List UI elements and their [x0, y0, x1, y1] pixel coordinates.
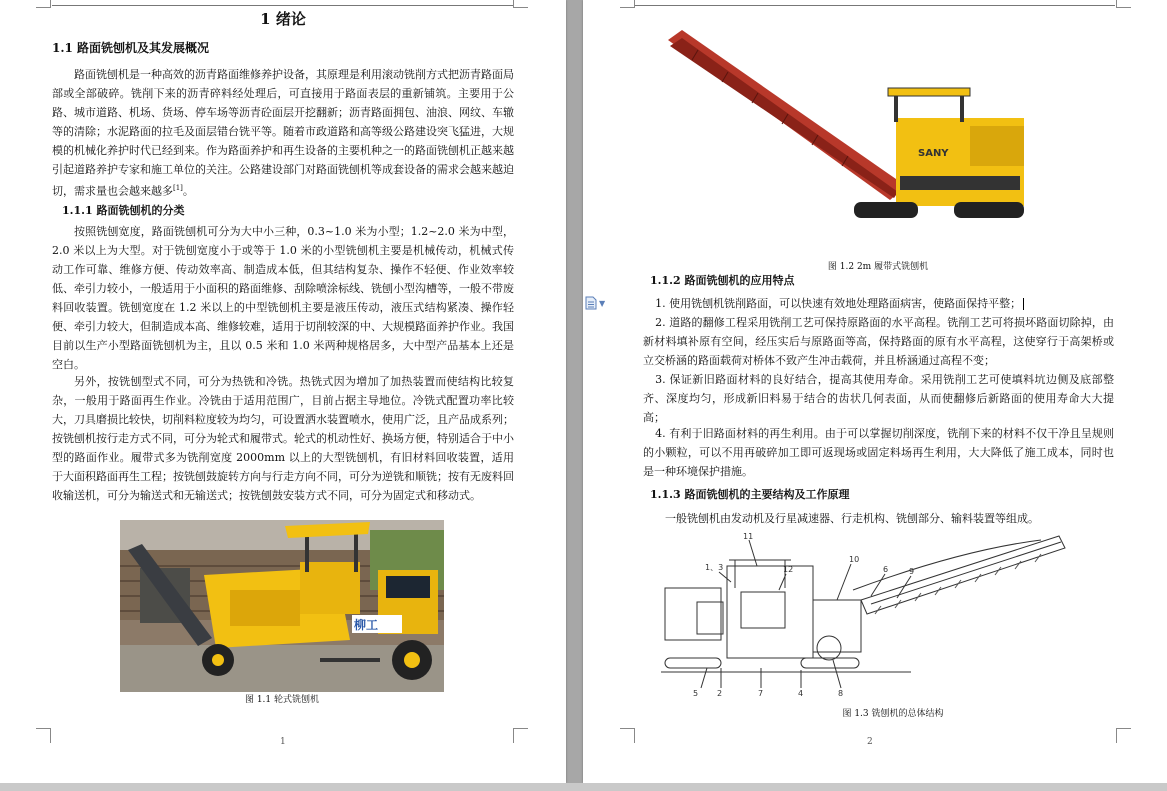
- paragraph-structure: 一般铣刨机由发动机及行星减速器、行走机构、铣刨部分、输料装置等组成。: [665, 512, 1039, 525]
- crop-mark: [620, 0, 635, 8]
- diagram-label: 8: [838, 689, 844, 698]
- diagram-label: 12: [783, 565, 794, 574]
- brand-logo-sany: SANY: [918, 148, 949, 159]
- crawler-milling-machine-photo: [668, 26, 1038, 254]
- list-item-4: 4. 有利于旧路面材料的再生利用。由于可以掌握切削深度，铣削下来的材料不仅干净且呈规则的小颗粒，可以不用再破碎加工即可返现场或固定料场再生利用，大大降低了施工成本，同时也是一种环境保护措施。: [643, 427, 1114, 478]
- figure-wheeled-milling-machine: [120, 520, 444, 692]
- page-number: 1: [280, 737, 286, 747]
- diagram-label: 11: [743, 532, 754, 541]
- paragraph-classification: 按照铣刨宽度，路面铣刨机可分为大中小三种，0.3~1.0 米为小型；1.2~2.0 米为中型，2.0 米以上为大型。对于铣刨宽度小于或等于 1.0 米的小型铣刨机主要是机械传动，机械式传动工作可靠、维修方便、传动效率高、制造成本低，但其结构复杂、操作不轻便、作业效率较低、牵引力较小，一般适用于小面积的路面维修、刮除喷涂标线、铣刨小型沟槽等，一般不带废料回收装置。铣刨宽度在 1.2 米以上的中型铣刨机主要是液压传动，液压式结构紧凑、操作轻便、牵引力较大，但制造成本高、维修较难，适用于切削较深的中、大规模路面养护作业。我国目前以生产小型路面铣刨机为主，且以 0.5 米和 1.0 米两种规格居多，大中型产品基本上还是空白。: [52, 225, 514, 371]
- page-2: [583, 0, 1167, 783]
- figure-1-3-caption: 图 1.3 铣刨机的总体结构: [842, 709, 944, 719]
- paragraph-end: 。: [182, 184, 194, 198]
- paragraph-intro: [52, 65, 514, 201]
- header-rule: [52, 5, 514, 6]
- diagram-label: 2: [717, 689, 723, 698]
- figure-milling-machine-structure: [661, 530, 1071, 700]
- paragraph-types: 另外，按铣刨型式不同，可分为热铣和冷铣。热铣式因为增加了加热装置而使结构比较复杂，一般用于路面再生作业。冷铣由于适用范围广，目前占据主导地位。冷铣式配置功率比较大，刀具磨损比较快，切削料粒度较为均匀，可设置洒水装置喷水，使用广泛，且产品成系列；按铣刨机按行走方式不同，可分为轮式和履带式。轮式的机动性好、换场方便，特别适合于中小型的路面作业。履带式多为铣削宽度 2000mm 以上的大型铣刨机，有旧材料回收装置，适用于大面积路面再生工程；按铣刨鼓旋转方向与行走方向不同，可分为逆铣和顺铣；按有无废料回收输送机，可分为输送式和无输送式；按铣刨鼓安装方式不同，可分为固定式和移动式。: [52, 375, 514, 502]
- crop-mark: [620, 728, 635, 743]
- section-heading-1-1: 1.1 路面铣刨机及其发展概况: [52, 41, 210, 55]
- figure-1-2-caption: 图 1.2 2m 履带式铣刨机: [827, 262, 929, 272]
- list-item-1: [643, 294, 1114, 313]
- crop-mark: [513, 0, 528, 8]
- list-item-text: 1. 使用铣刨机铣削路面，可以快速有效地处理路面病害，使路面保持平整；: [655, 297, 1022, 310]
- structure-diagram: [661, 530, 1071, 700]
- diagram-label: 1、3: [705, 563, 724, 572]
- text-cursor: [1023, 298, 1024, 310]
- milling-machine-photo: [120, 520, 444, 692]
- crop-mark: [36, 728, 51, 743]
- diagram-label: 9: [909, 567, 915, 576]
- paragraph-text: 路面铣刨机是一种高效的沥青路面维修养护设备，其原理是利用滚动铣削方式把沥青路面局部或全部破碎。铣削下来的沥青碎料经处理后，可直接用于路面表层的重新铺筑。主要用于公路、城市道路、机场、货场、停车场等沥青砼面层开挖翻新；沥青路面拥包、油浪、网纹、车辙等的清除；水泥路面的拉毛及面层错台铣平等。随着市政道路和高等级公路建设突飞猛进，大规模的机械化养护时代已经到来。作为路面养护和再生设备的主要机种之一的路面铣刨机正越来越引起道路养护专家和施工单位的关注。公路建设部门对路面铣刨机等成套设备的需求会越来越迫切，需求量也会越来越多: [52, 68, 514, 198]
- crop-mark: [1116, 728, 1131, 743]
- diagram-label: 7: [758, 689, 764, 698]
- horizontal-scrollbar[interactable]: [0, 783, 1167, 791]
- figure-crawler-milling-machine: [668, 26, 1038, 254]
- crop-mark: [513, 728, 528, 743]
- citation-ref[interactable]: [1]: [173, 184, 183, 192]
- diagram-label: 4: [798, 689, 804, 698]
- document-note-icon[interactable]: [585, 296, 597, 310]
- chevron-down-icon[interactable]: ▼: [599, 299, 606, 308]
- figure-1-1-caption: 图 1.1 轮式铣刨机: [244, 695, 320, 705]
- page-1: [0, 0, 566, 783]
- diagram-label: 5: [693, 689, 699, 698]
- crop-mark: [36, 0, 51, 8]
- list-item-2: 2. 道路的翻修工程采用铣削工艺可保持原路面的水平高程。铣削工艺可将损坏路面切除掉，由新材料填补原有空间，经压实后与原路面等高，保持路面的原有水平高程，这使穿行于高架桥或立交桥涵的路面载荷对桥体不致产生冲击载荷，并且桥涵通过高程不变；: [643, 316, 1114, 367]
- section-heading-1-1-3: 1.1.3 路面铣刨机的主要结构及工作原理: [650, 488, 850, 501]
- list-item-3: 3. 保证新旧路面材料的良好结合，提高其使用寿命。采用铣削工艺可使填料坑边侧及底部整齐、深度均匀，形成新旧料易于结合的齿状几何表面，从而使翻修后新路面的使用寿命大大提高；: [643, 373, 1114, 424]
- diagram-label: 10: [849, 555, 860, 564]
- header-rule: [635, 5, 1115, 6]
- diagram-label: 6: [883, 565, 889, 574]
- brand-logo-liugong: 柳工: [354, 618, 379, 632]
- page-number: 2: [867, 737, 873, 747]
- section-heading-1-1-2: 1.1.2 路面铣刨机的应用特点: [650, 274, 795, 287]
- crop-mark: [1116, 0, 1131, 8]
- section-heading-1-1-1: 1.1.1 路面铣刨机的分类: [62, 204, 185, 217]
- chapter-title: 1 绪论: [260, 10, 306, 28]
